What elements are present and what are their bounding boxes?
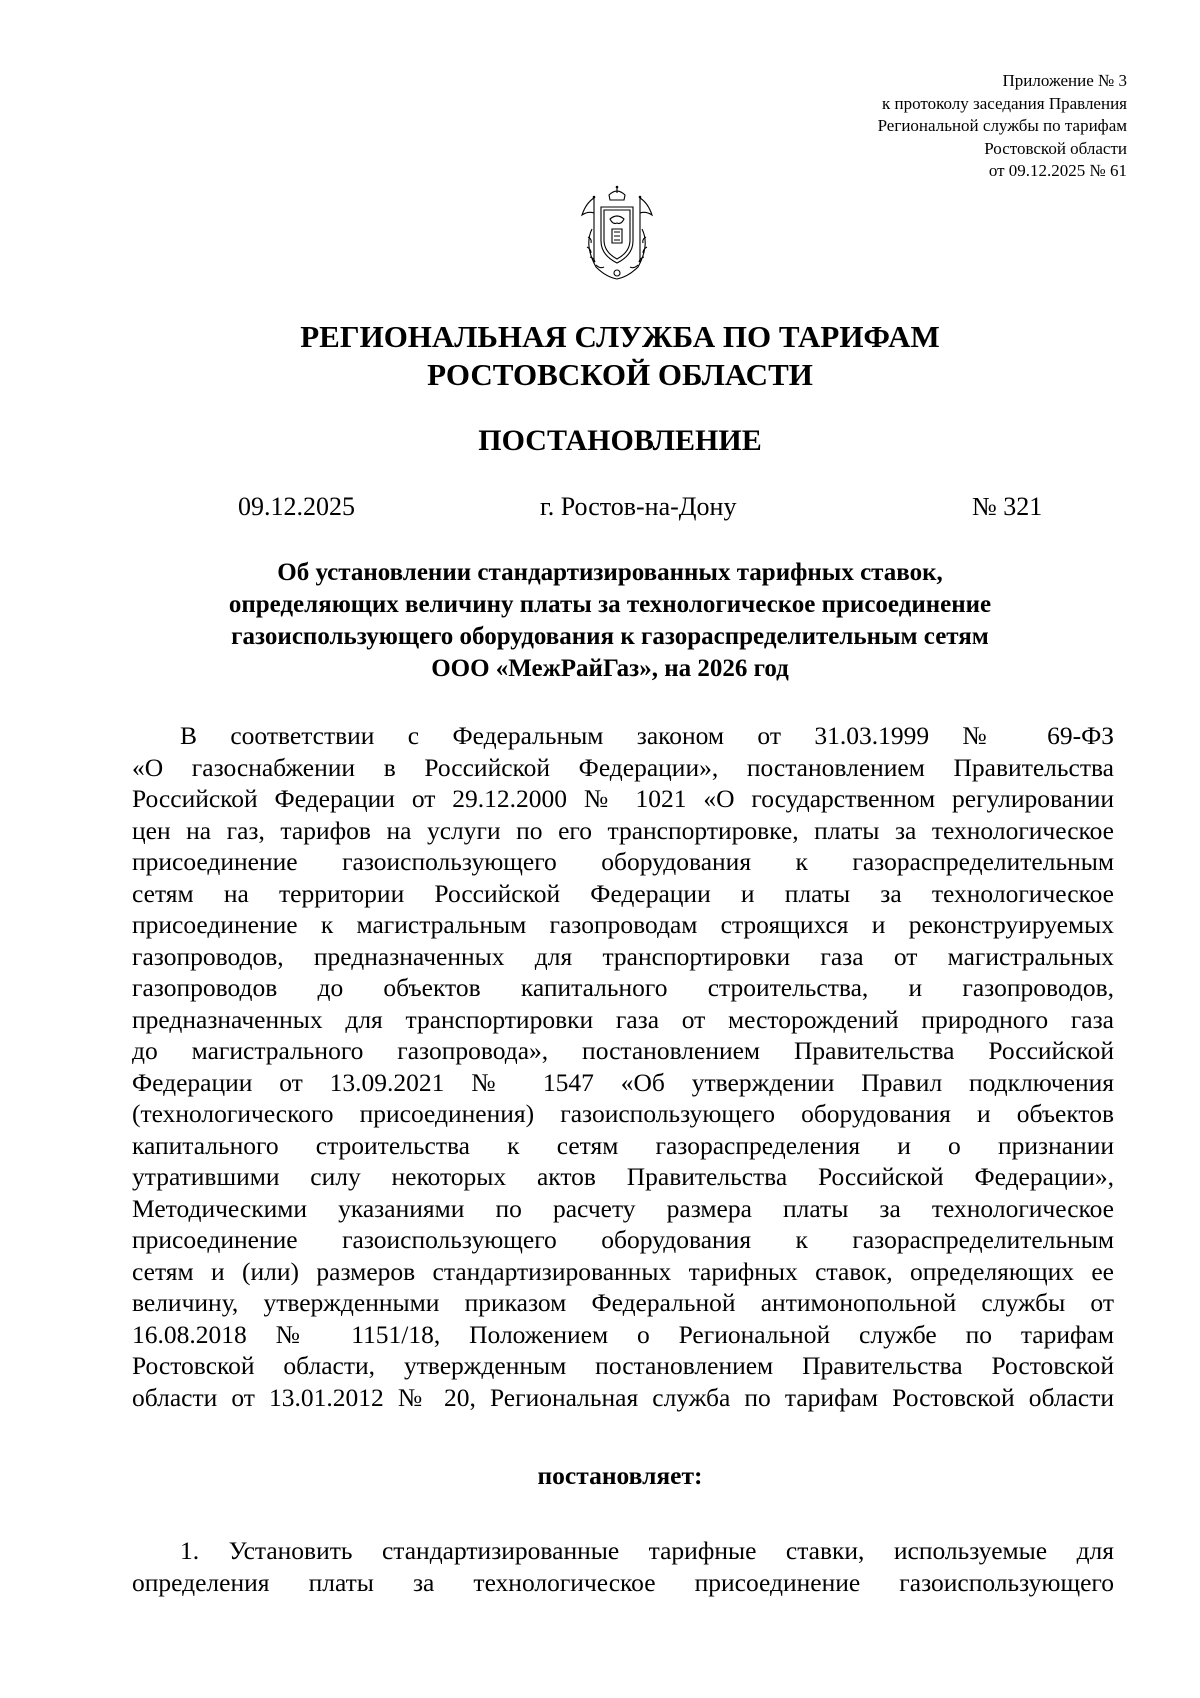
paragraph-line: предназначенных для транспортировки газа от месторождений природного газа bbox=[132, 1004, 1114, 1034]
agency-name-line: РЕГИОНАЛЬНАЯ СЛУЖБА ПО ТАРИФАМ bbox=[300, 319, 940, 354]
document-type: ПОСТАНОВЛЕНИЕ bbox=[478, 424, 762, 457]
paragraph-line: цен на газ, тарифов на услуги по его транспортировке, платы за технологическое bbox=[132, 815, 1114, 845]
title-line: ООО «МежРайГаз», на 2026 год bbox=[431, 655, 789, 682]
appendix-note bbox=[707, 70, 1127, 183]
paragraph-line: (технологического присоединения) газоиспользующего оборудования и объектов bbox=[132, 1099, 1114, 1128]
document-meta bbox=[0, 490, 1200, 524]
paragraph-line: «О газоснабжении в Российской Федерации», постановлением Правительства bbox=[132, 752, 1114, 782]
paragraph-line: сетям на территории Российской Федерации и платы за технологическое bbox=[132, 878, 1114, 908]
paragraph-line: В соответствии с Федеральным законом от 31.03.1999 № 69-ФЗ bbox=[180, 721, 1114, 750]
appendix-line: Региональной службы по тарифам bbox=[877, 116, 1127, 135]
appendix-line: к протоколу заседания Правления bbox=[882, 93, 1127, 113]
document-title bbox=[170, 557, 1050, 685]
paragraph-line: утратившими силу некоторых актов Правительства Российской Федерации», bbox=[132, 1162, 1114, 1191]
agency-name-line: РОСТОВСКОЙ ОБЛАСТИ bbox=[427, 357, 813, 392]
paragraph-line: присоединение газоиспользующего оборудования к газораспределительным bbox=[132, 1225, 1114, 1254]
agency-name bbox=[120, 318, 1120, 394]
paragraph-line: Методическими указаниями по расчету размера платы за технологическое bbox=[132, 1193, 1114, 1223]
title-line: газоиспользующего оборудования к газораспределительным сетям bbox=[231, 623, 989, 650]
paragraph-line: 16.08.2018 № 1151/18, Положением о Региональной службе по тарифам bbox=[132, 1319, 1114, 1349]
appendix-line: Приложение № 3 bbox=[1002, 71, 1127, 90]
paragraph-line: капитального строительства к сетям газораспределения и о признании bbox=[132, 1130, 1114, 1160]
paragraph-line: присоединение газоиспользующего оборудования к газораспределительным bbox=[132, 847, 1114, 876]
decree-label: постановляет: bbox=[537, 1461, 703, 1490]
paragraph-line: области от 13.01.2012 № 20, Региональная служба по тарифам Ростовской области bbox=[132, 1382, 1114, 1412]
appendix-line: от 09.12.2025 № 61 bbox=[988, 161, 1127, 180]
paragraph-line: величину, утвержденными приказом Федеральной антимонопольной службы от bbox=[132, 1288, 1114, 1317]
paragraph-line: присоединение к магистральным газопроводам строящихся и реконструируемых bbox=[132, 910, 1114, 939]
title-line: определяющих величину платы за технологическое присоединение bbox=[228, 591, 992, 618]
document-date: 09.12.2025 bbox=[238, 492, 355, 521]
paragraph-line: Российской Федерации от 29.12.2000 № 1021 «О государственном регулировании bbox=[132, 784, 1114, 813]
paragraph-line: Федерации от 13.09.2021 № 1547 «Об утверждении Правил подключения bbox=[132, 1067, 1114, 1097]
preamble-paragraph bbox=[132, 720, 1114, 1413]
paragraph-line: газопроводов, предназначенных для транспортировки газа от магистральных bbox=[132, 941, 1114, 971]
paragraph-line: определения платы за технологическое присоединение газоиспользующего bbox=[132, 1567, 1114, 1597]
paragraph-line: газопроводов до объектов капитального строительства, и газопроводов, bbox=[132, 973, 1114, 1002]
document-number: № 321 bbox=[972, 492, 1043, 521]
appendix-line: Ростовской области bbox=[984, 138, 1127, 158]
paragraph-line: сетям и (или) размеров стандартизированных тарифных ставок, определяющих ее bbox=[132, 1256, 1114, 1286]
coat-of-arms-emblem-icon bbox=[574, 185, 660, 285]
paragraph-line: Ростовской области, утвержденным постановлением Правительства Ростовской bbox=[132, 1351, 1114, 1380]
paragraph-line: до магистрального газопровода», постановлением Правительства Российской bbox=[132, 1036, 1114, 1065]
clause-1-paragraph bbox=[132, 1535, 1114, 1598]
document-city: г. Ростов-на-Дону bbox=[540, 492, 737, 521]
emblem-graphic bbox=[574, 185, 660, 285]
title-line: Об установлении стандартизированных тарифных ставок, bbox=[277, 559, 943, 586]
paragraph-line: 1. Установить стандартизированные тарифные ставки, используемые для bbox=[180, 1536, 1114, 1565]
